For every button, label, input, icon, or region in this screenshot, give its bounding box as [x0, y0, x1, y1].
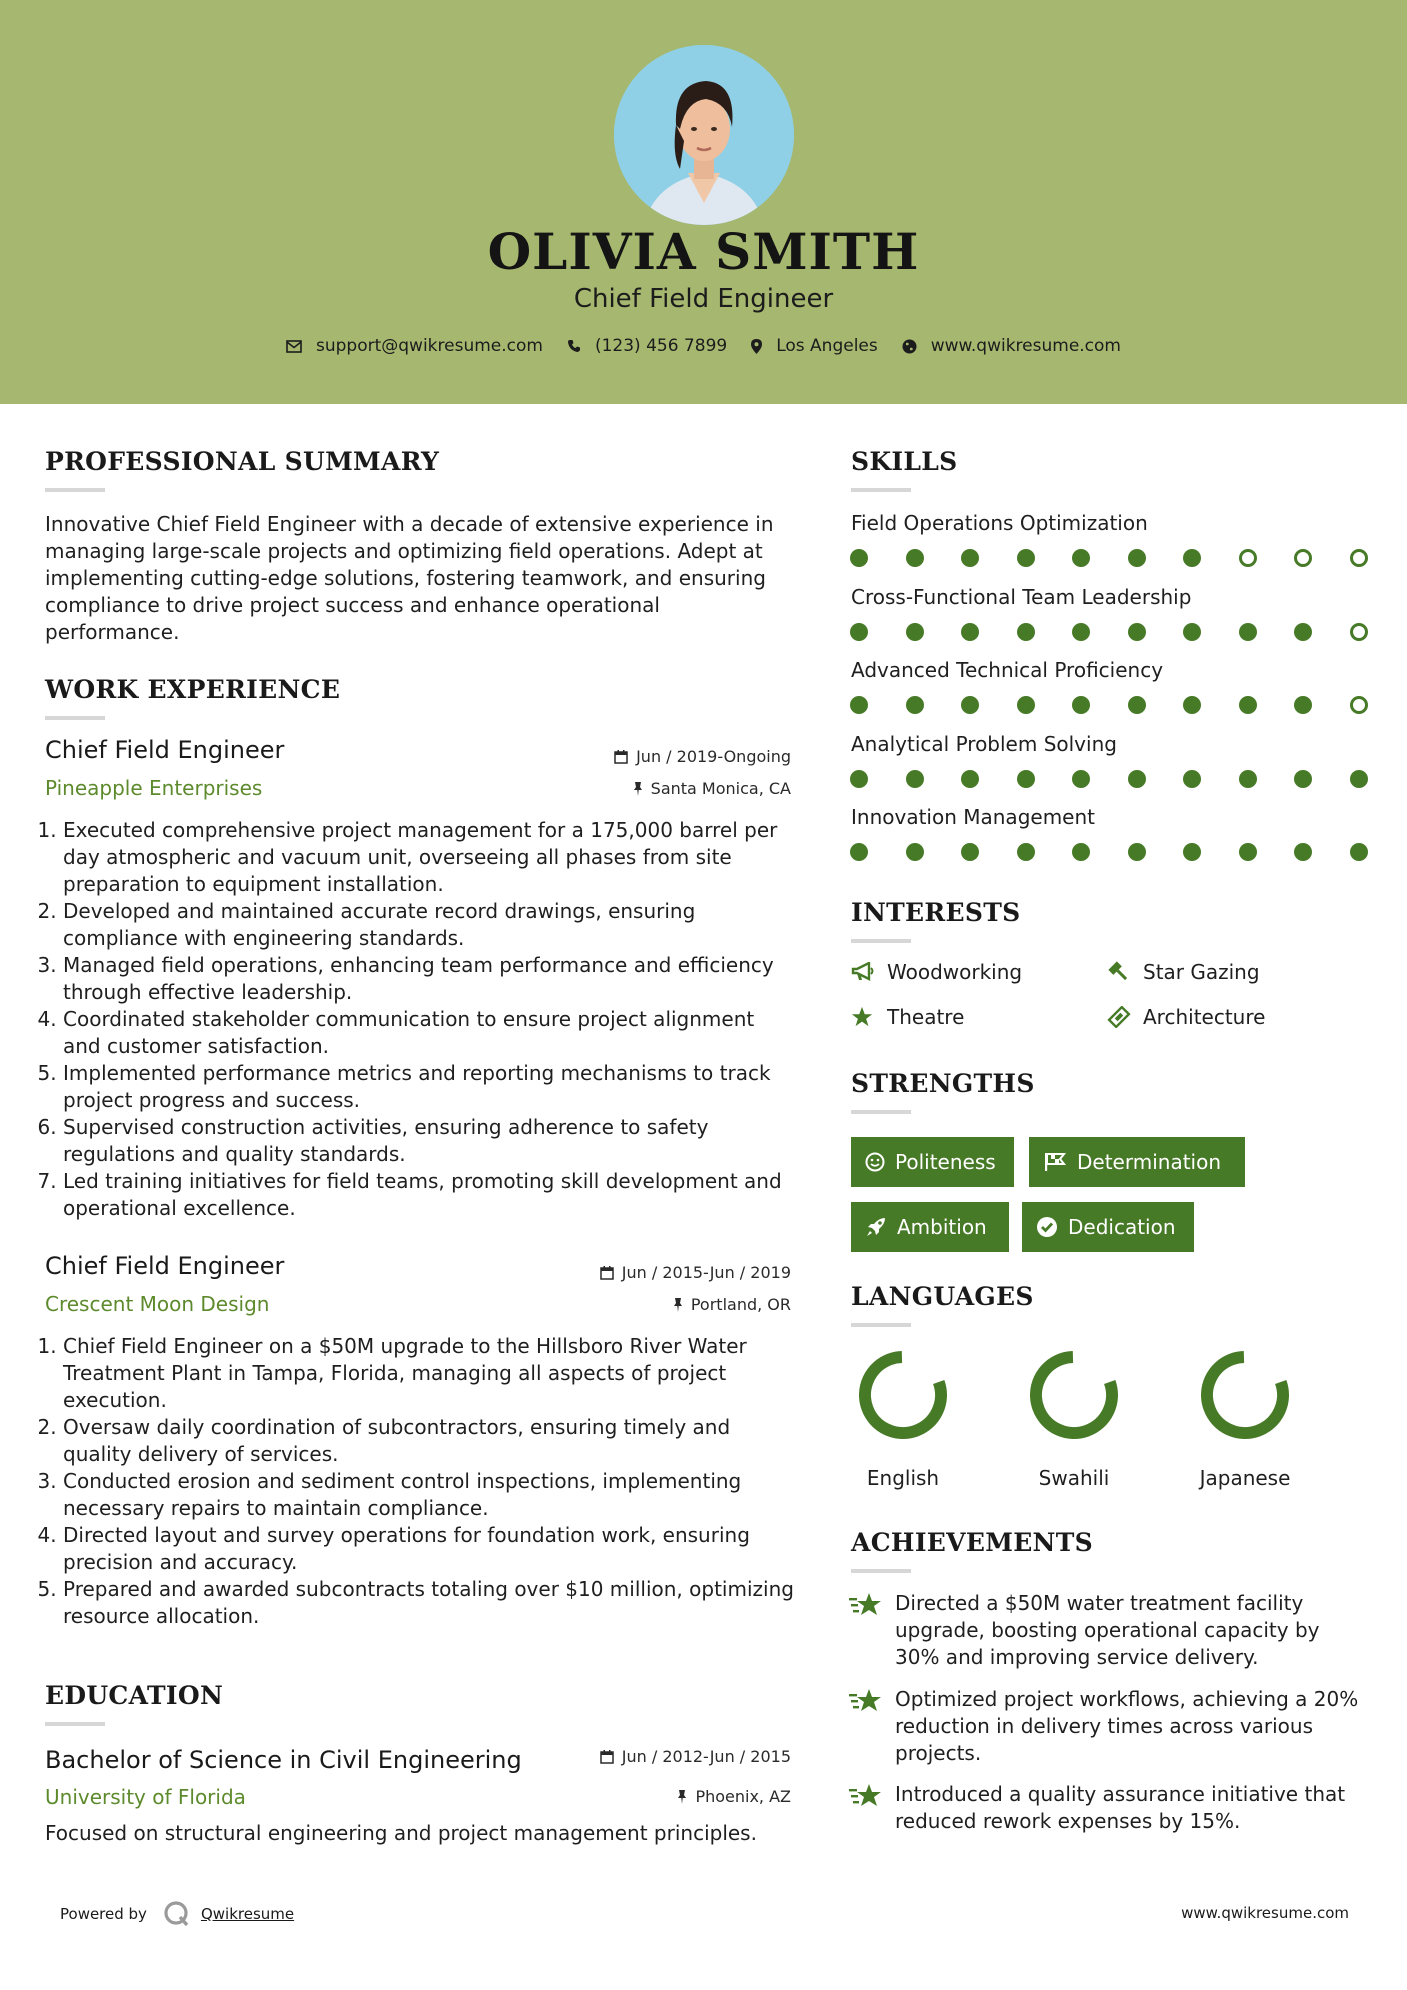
education-rule: [45, 1722, 105, 1726]
experience-heading: WORK EXPERIENCE: [45, 675, 341, 704]
skill-rating-dot: [850, 696, 868, 714]
skill-rating-dot: [1072, 549, 1090, 567]
interest-item: [1107, 1005, 1265, 1029]
skill-rating-dot: [850, 843, 868, 861]
job-bullet: 5. Prepared and awarded subcontracts totaling over $10 million, optimizing resource allocation.: [63, 1576, 797, 1630]
skills-heading: SKILLS: [851, 447, 958, 476]
ticket-icon: [1107, 1006, 1133, 1028]
skill-name: Analytical Problem Solving: [851, 731, 1117, 756]
skill-rating-dot: [1350, 843, 1368, 861]
skill-rating-dot: [850, 623, 868, 641]
powered-by: [60, 1900, 294, 1928]
job-date: [480, 1263, 791, 1282]
job-bullet: 3. Managed field operations, enhancing team performance and efficiency through effective leadership.: [63, 952, 797, 1006]
strength-chip: [851, 1137, 1014, 1187]
envelope-icon: [286, 340, 302, 353]
skill-rating-dot: [1239, 843, 1257, 861]
achievements-rule: [851, 1569, 911, 1573]
pin-icon: [633, 782, 643, 796]
check-circle-icon: [1036, 1216, 1058, 1238]
achievement-item: [849, 1590, 1364, 1671]
contact-bar: [0, 336, 1407, 356]
job-bullet: 4. Directed layout and survey operations for foundation work, ensuring precision and accuracy.: [63, 1522, 797, 1576]
achievement-text: Optimized project workflows, achieving a 20% reduction in delivery times across various projects.: [895, 1687, 1359, 1765]
company-name: Crescent Moon Design: [45, 1292, 270, 1316]
skill-name: Cross-Functional Team Leadership: [851, 584, 1192, 609]
education-heading: EDUCATION: [45, 1681, 224, 1710]
skill-name: Field Operations Optimization: [851, 511, 1148, 535]
education-location: [480, 1787, 791, 1806]
skill-rating-dot: [961, 770, 979, 788]
profile-photo: [614, 45, 794, 225]
skill-rating-dot: [850, 770, 868, 788]
languages-rule: [851, 1323, 911, 1327]
summary-rule: [45, 488, 105, 492]
job-bullet: 3. Conducted erosion and sediment control inspections, implementing necessary repairs to maintain compliance.: [63, 1468, 797, 1522]
interest-label: Star Gazing: [1143, 960, 1260, 984]
bullhorn-icon: [851, 962, 877, 982]
summary-text: Innovative Chief Field Engineer with a decade of extensive experience in managing large-scale projects and optimizing field operations. Adept at implementing cutting-edge solutions, fostering teamwork, and ensuring compliance to drive project success and enhance operational performance.: [45, 512, 774, 644]
skill-rating-dot: [850, 549, 868, 567]
contact-phone[interactable]: [567, 336, 727, 356]
skill-rating-dot: [961, 549, 979, 567]
job-date: [480, 747, 791, 766]
skill-rating-dot: [1072, 843, 1090, 861]
language-ring: [1175, 1343, 1315, 1457]
rocket-icon: [865, 1216, 887, 1238]
skill-rating-dot: [1294, 623, 1312, 641]
job-bullet: 1. Executed comprehensive project management for a 175,000 barrel per day atmospheric and vacuum unit, overseeing all phases from site preparation to equipment installation.: [63, 817, 797, 898]
resume-header: [0, 0, 1407, 404]
star-burst-icon: [849, 1686, 885, 1767]
skill-rating-dot: [1072, 770, 1090, 788]
skill-rating-dot: [1072, 696, 1090, 714]
gavel-icon: [1107, 961, 1133, 983]
skill-rating-dot: [1294, 549, 1312, 567]
qwikresume-logo-icon: [163, 1900, 191, 1928]
star-icon: [851, 1006, 877, 1028]
skill-rating-dot: [906, 843, 924, 861]
skill-rating-dot: [1183, 696, 1201, 714]
star-burst-icon: [849, 1590, 885, 1671]
skill-rating-dot: [1183, 770, 1201, 788]
skill-rating-dot: [961, 623, 979, 641]
job-bullet: 2. Developed and maintained accurate record drawings, ensuring compliance with engineering standards.: [63, 898, 797, 952]
skill-rating-dot: [1017, 623, 1035, 641]
contact-website[interactable]: [902, 336, 1121, 356]
achievement-text: Introduced a quality assurance initiative that reduced rework expenses by 15%.: [895, 1782, 1346, 1833]
skill-rating-dot: [906, 696, 924, 714]
achievement-text: Directed a $50M water treatment facility upgrade, boosting operational capacity by 30% and improving service delivery.: [895, 1591, 1320, 1669]
skill-name: Advanced Technical Proficiency: [851, 658, 1164, 682]
phone-icon: [567, 339, 581, 353]
strength-label: Determination: [1077, 1150, 1222, 1174]
skill-rating-dot: [1350, 623, 1368, 641]
skill-rating-dot: [1017, 549, 1035, 567]
skill-name: Innovation Management: [851, 805, 1095, 829]
language-ring: [1004, 1343, 1144, 1457]
job-bullet: 1. Chief Field Engineer on a $50M upgrade to the Hillsboro River Water Treatment Plant in Tampa, Florida, managing all aspects of project execution.: [63, 1333, 797, 1414]
interest-label: Theatre: [887, 1005, 965, 1029]
candidate-name: OLIVIA SMITH: [487, 222, 920, 281]
job-location: [480, 1295, 791, 1314]
skill-rating-dot: [1350, 770, 1368, 788]
skill-rating-dot: [1017, 843, 1035, 861]
languages-heading: LANGUAGES: [851, 1282, 1034, 1311]
skill-rating-dot: [961, 843, 979, 861]
job-bullet: 4. Coordinated stakeholder communication to ensure project alignment and customer satisfaction.: [63, 1006, 797, 1060]
interests-heading: INTERESTS: [851, 898, 1021, 927]
footer-url[interactable]: www.qwikresume.com: [1181, 1904, 1349, 1922]
skill-rating-dot: [1350, 696, 1368, 714]
skill-rating-dot: [1128, 770, 1146, 788]
skill-rating-dot: [1183, 623, 1201, 641]
interest-item: [1107, 960, 1260, 984]
skill-rating-dot: [1294, 843, 1312, 861]
skill-rating-dot: [1128, 623, 1146, 641]
skill-rating-dot: [1128, 696, 1146, 714]
phone-text: (123) 456 7899: [594, 336, 728, 356]
school-name: University of Florida: [45, 1785, 246, 1809]
job-bullet: 2. Oversaw daily coordination of subcontractors, ensuring timely and quality delivery of services.: [63, 1414, 797, 1468]
website-text: www.qwikresume.com: [930, 336, 1121, 356]
strengths-heading: STRENGTHS: [851, 1069, 1035, 1098]
skill-rating-dot: [1350, 549, 1368, 567]
strength-label: Dedication: [1068, 1215, 1176, 1239]
skill-rating-dot: [906, 623, 924, 641]
contact-email[interactable]: [286, 336, 543, 356]
strengths-rule: [851, 1110, 911, 1114]
calendar-icon: [614, 750, 628, 764]
strength-chip: [851, 1202, 1009, 1252]
email-text: support@qwikresume.com: [316, 336, 543, 356]
strength-chip: [1029, 1137, 1245, 1187]
degree-title: Bachelor of Science in Civil Engineering: [45, 1746, 522, 1774]
interest-label: Woodworking: [887, 960, 1023, 984]
education-date-text: Jun / 2012-Jun / 2015: [621, 1747, 791, 1766]
pin-icon: [677, 1790, 687, 1804]
calendar-icon: [600, 1750, 614, 1764]
education-date: [480, 1747, 791, 1766]
strength-label: Politeness: [895, 1150, 996, 1174]
achievement-item: [849, 1686, 1364, 1767]
interest-label: Architecture: [1143, 1005, 1266, 1029]
job-title: Chief Field Engineer: [45, 1252, 285, 1280]
job-location-text: Santa Monica, CA: [650, 779, 791, 798]
job-date-text: Jun / 2015-Jun / 2019: [621, 1263, 791, 1282]
star-burst-icon: [849, 1781, 885, 1835]
skill-rating-dot: [961, 696, 979, 714]
skill-rating-dot: [1239, 770, 1257, 788]
skill-rating-dot: [1017, 696, 1035, 714]
skill-rating-dot: [1183, 843, 1201, 861]
interest-item: [851, 1005, 964, 1029]
interests-rule: [851, 939, 911, 943]
strength-chip: [1022, 1202, 1194, 1252]
education-text: Focused on structural engineering and project management principles.: [45, 1821, 757, 1845]
experience-rule: [45, 716, 105, 720]
skill-rating-dot: [1128, 549, 1146, 567]
language-label: English: [866, 1466, 940, 1490]
language-label: Swahili: [1038, 1466, 1110, 1490]
candidate-title: Chief Field Engineer: [573, 284, 834, 314]
job-bullets: [45, 817, 797, 1222]
skills-rule: [851, 488, 911, 492]
smile-icon: [865, 1152, 885, 1172]
qwikresume-link[interactable]: Qwikresume: [200, 1905, 295, 1923]
calendar-icon: [600, 1266, 614, 1280]
skill-rating-dot: [906, 770, 924, 788]
achievements-heading: ACHIEVEMENTS: [851, 1528, 1093, 1557]
skill-rating-dot: [1239, 549, 1257, 567]
language-label: Japanese: [1199, 1466, 1291, 1490]
strength-label: Ambition: [897, 1215, 987, 1239]
skill-rating-dot: [1294, 696, 1312, 714]
language-ring: [833, 1343, 973, 1457]
location-text: Los Angeles: [776, 336, 878, 356]
skill-rating-dot: [1183, 549, 1201, 567]
job-location-text: Portland, OR: [690, 1295, 791, 1314]
globe-icon: [902, 339, 917, 354]
job-bullets: [45, 1333, 797, 1630]
skill-rating-dot: [1239, 696, 1257, 714]
skill-rating-dot: [1072, 623, 1090, 641]
job-bullet: 6. Supervised construction activities, ensuring adherence to safety regulations and quality standards.: [63, 1114, 797, 1168]
powered-by-text: Powered by: [60, 1905, 147, 1923]
flag-icon: [1043, 1152, 1067, 1172]
skill-rating-dot: [1239, 623, 1257, 641]
skill-rating-dot: [1294, 770, 1312, 788]
interest-item: [851, 960, 1022, 984]
achievement-item: [849, 1781, 1364, 1835]
pin-icon: [673, 1298, 683, 1312]
job-title: Chief Field Engineer: [45, 736, 285, 764]
company-name: Pineapple Enterprises: [45, 776, 263, 800]
summary-heading: PROFESSIONAL SUMMARY: [45, 447, 440, 476]
education-location-text: Phoenix, AZ: [695, 1787, 791, 1806]
skill-rating-dot: [1017, 770, 1035, 788]
skill-rating-dot: [1128, 843, 1146, 861]
contact-location: [751, 336, 878, 356]
map-marker-icon: [751, 339, 762, 354]
skill-rating-dot: [906, 549, 924, 567]
job-date-text: Jun / 2019-Ongoing: [636, 747, 791, 766]
job-bullet: 5. Implemented performance metrics and reporting mechanisms to track project progress and success.: [63, 1060, 797, 1114]
job-bullet: 7. Led training initiatives for field teams, promoting skill development and operational excellence.: [63, 1168, 797, 1222]
job-location: [480, 779, 791, 798]
